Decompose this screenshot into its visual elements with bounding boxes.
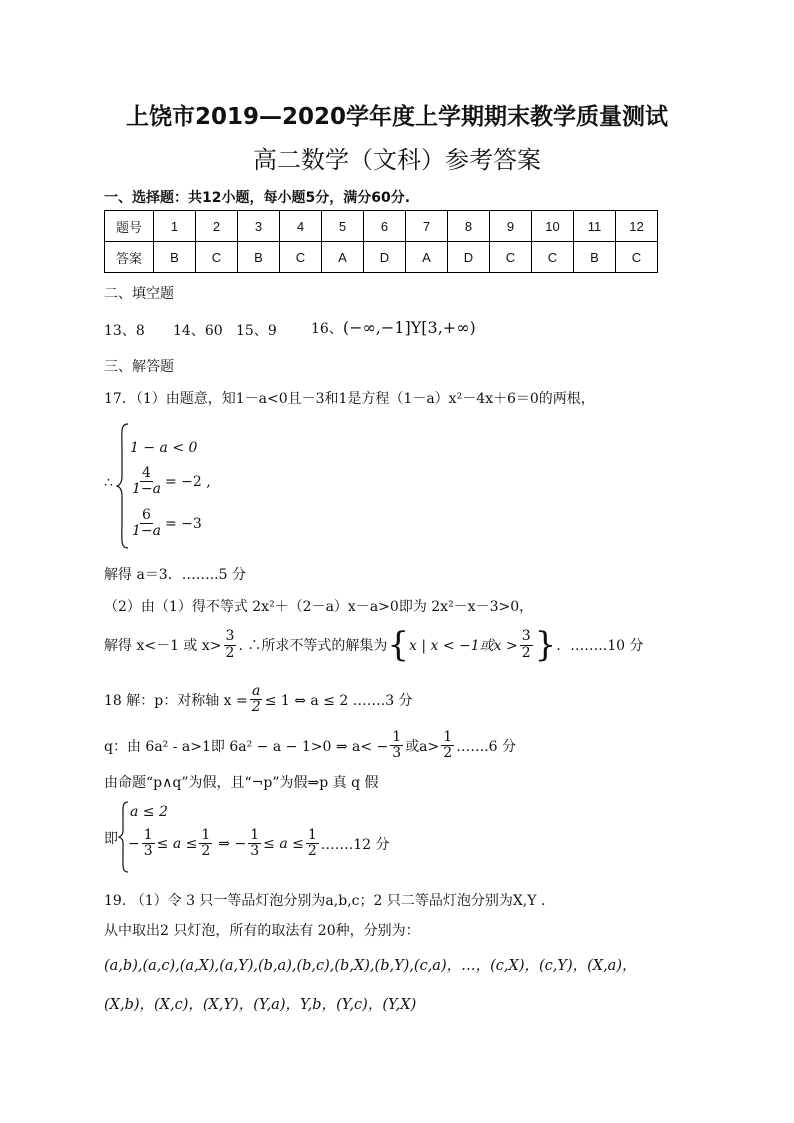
rhs: = −2 , bbox=[164, 473, 211, 490]
numerator: 6 bbox=[142, 507, 151, 523]
numerator: 1 bbox=[392, 729, 402, 745]
numerator: 1 bbox=[201, 827, 211, 843]
answer-15: 15、9 bbox=[236, 323, 277, 339]
fraction bbox=[390, 730, 403, 762]
denominator: 2 bbox=[307, 843, 317, 860]
q18-p-rest: ≤ 1 ⇔ a ≤ 2 …….3 分 bbox=[264, 692, 413, 709]
numerator: 1 bbox=[143, 827, 153, 843]
answer-13: 13、8 bbox=[104, 323, 145, 339]
table-cell: 2 bbox=[196, 211, 238, 242]
denominator: 1−a bbox=[132, 523, 161, 540]
q18-score: …….12 分 bbox=[320, 836, 390, 853]
fraction bbox=[250, 684, 263, 716]
ineq: ≤ a ≤ bbox=[263, 835, 304, 852]
section3-heading: 三、解答题 bbox=[104, 359, 174, 375]
table-cell: C bbox=[532, 242, 574, 273]
table-cell: C bbox=[280, 242, 322, 273]
fraction bbox=[306, 828, 319, 860]
table-cell: C bbox=[490, 242, 532, 273]
sol-score: ．……..10 分 bbox=[556, 638, 644, 654]
answer-16-label: 16、 bbox=[311, 321, 343, 337]
section1-heading: 一、选择题：共12小题，每小题5分，满分60分. bbox=[104, 190, 411, 206]
fraction bbox=[520, 629, 533, 661]
q18-p-line bbox=[104, 684, 413, 716]
row-label-answers: 答案 bbox=[105, 242, 154, 273]
q17-sys-line2 bbox=[128, 466, 211, 498]
q18-condition: 由命题“p∧q”为假，且“¬p”为假⇒p 真 q 假 bbox=[104, 775, 379, 791]
answer-14: 14、60 bbox=[173, 323, 223, 339]
answer-table bbox=[104, 210, 658, 273]
table-cell: 3 bbox=[238, 211, 280, 242]
q17-sys-line1: 1 − a < 0 bbox=[130, 440, 198, 456]
ineq: ≤ a ≤ bbox=[156, 835, 198, 852]
denominator: 2 bbox=[521, 644, 531, 661]
rhs: = −3 bbox=[164, 515, 202, 532]
numerator: 4 bbox=[142, 465, 151, 481]
table-cell: A bbox=[322, 242, 364, 273]
denominator: 3 bbox=[143, 843, 153, 860]
table-cell: 7 bbox=[406, 211, 448, 242]
table-cell: D bbox=[364, 242, 406, 273]
q19-line3: (a,b),(a,c),(a,X),(a,Y),(b,a),(b,c),(b,X),(b,Y),(c,a)，…，(c,X)，(c,Y)，(X,a)， bbox=[104, 958, 637, 974]
numerator: a bbox=[252, 683, 261, 699]
answer-16-value: (−∞,−1]Y[3,+∞) bbox=[342, 318, 476, 337]
table-cell: 4 bbox=[280, 211, 322, 242]
table-cell: 10 bbox=[532, 211, 574, 242]
numerator: 1 bbox=[443, 729, 453, 745]
answer-table-row-answers bbox=[105, 242, 658, 273]
table-cell: C bbox=[196, 242, 238, 273]
right-curly-icon: } bbox=[534, 625, 557, 665]
q18-sys-line2 bbox=[128, 828, 390, 860]
table-cell: C bbox=[616, 242, 658, 273]
denominator: 3 bbox=[250, 843, 260, 860]
numerator: 1 bbox=[250, 827, 260, 843]
denominator: 2 bbox=[201, 843, 211, 860]
denominator: 2 bbox=[225, 644, 235, 661]
q18-q-score: …….6 分 bbox=[456, 738, 516, 755]
left-curly-icon: { bbox=[387, 625, 409, 665]
q17-system bbox=[104, 422, 404, 552]
fraction bbox=[130, 466, 163, 498]
set-builder: x | x < −1或x > bbox=[408, 638, 518, 654]
fraction bbox=[441, 730, 454, 762]
sol-prefix: 解得 x<－1 或 x> bbox=[104, 638, 222, 654]
q19-line1: 19. （1）令 3 只一等品灯泡分别为a,b,c；2 只二等品灯泡分别为X,Y . bbox=[104, 893, 546, 909]
q18-result-prefix: ⇒ − bbox=[218, 835, 247, 852]
table-cell: B bbox=[238, 242, 280, 273]
table-cell: 9 bbox=[490, 211, 532, 242]
q18-q-line bbox=[104, 730, 516, 762]
therefore-symbol: ∴ bbox=[104, 475, 113, 491]
table-cell: D bbox=[448, 242, 490, 273]
table-cell: 1 bbox=[154, 211, 196, 242]
denominator: 3 bbox=[392, 745, 402, 762]
q17-solution-set bbox=[104, 625, 644, 665]
q18-system bbox=[104, 800, 424, 876]
table-cell: 8 bbox=[448, 211, 490, 242]
fraction bbox=[248, 828, 261, 860]
table-cell: B bbox=[154, 242, 196, 273]
answer-16 bbox=[311, 318, 476, 338]
table-cell: 12 bbox=[616, 211, 658, 242]
page-subtitle: 高二数学（文科）参考答案 bbox=[253, 146, 541, 174]
q18-ji: 即 bbox=[104, 831, 118, 847]
numerator: 1 bbox=[307, 827, 317, 843]
fraction bbox=[142, 828, 155, 860]
numerator: 3 bbox=[521, 628, 531, 645]
q18-q-prefix: q：由 6a² - a>1即 6a² − a − 1>0 ⇒ a< − bbox=[104, 738, 389, 755]
table-cell: 6 bbox=[364, 211, 406, 242]
q17-intro: 17．（1）由题意，知1－a<0且－3和1是方程（1－a）x²－4x＋6＝0的两根， bbox=[104, 391, 595, 407]
fraction bbox=[130, 508, 163, 540]
denominator: 1−a bbox=[132, 481, 161, 498]
q19-line2: 从中取出2 只灯泡，所有的取法有 20种，分别为： bbox=[104, 923, 420, 939]
denominator: 2 bbox=[251, 699, 261, 716]
q19-line4: (X,b)，(X,c)，(X,Y)，(Y,a)，Y,b，(Y,c)，(Y,X) bbox=[104, 997, 417, 1013]
sol-mid: . ∴所求不等式的解集为 bbox=[238, 638, 388, 654]
fraction bbox=[199, 828, 212, 860]
table-cell: B bbox=[574, 242, 616, 273]
numerator: 3 bbox=[225, 628, 235, 645]
row-label-numbers: 题号 bbox=[105, 211, 154, 242]
q18-p-prefix: 18 解：p：对称轴 x = bbox=[104, 692, 248, 709]
answer-table-row-numbers bbox=[105, 211, 658, 242]
denominator: 2 bbox=[443, 745, 453, 762]
section2-heading: 二、填空题 bbox=[104, 286, 174, 302]
q17-part2: （2）由（1）得不等式 2x²＋（2－a）x－a>0即为 2x²－x－3>0， bbox=[104, 599, 534, 615]
table-cell: A bbox=[406, 242, 448, 273]
q18-q-mid: 或a> bbox=[405, 738, 440, 755]
q18-sys-line1: a ≤ 2 bbox=[130, 804, 168, 820]
page-title: 上饶市2019—2020学年度上学期期末教学质量测试 bbox=[125, 104, 669, 130]
q17-solve: 解得 a＝3．……..5 分 bbox=[104, 567, 246, 583]
minus: − bbox=[128, 835, 140, 852]
table-cell: 11 bbox=[574, 211, 616, 242]
q17-sys-line3 bbox=[128, 508, 202, 540]
table-cell: 5 bbox=[322, 211, 364, 242]
fraction bbox=[224, 629, 237, 661]
